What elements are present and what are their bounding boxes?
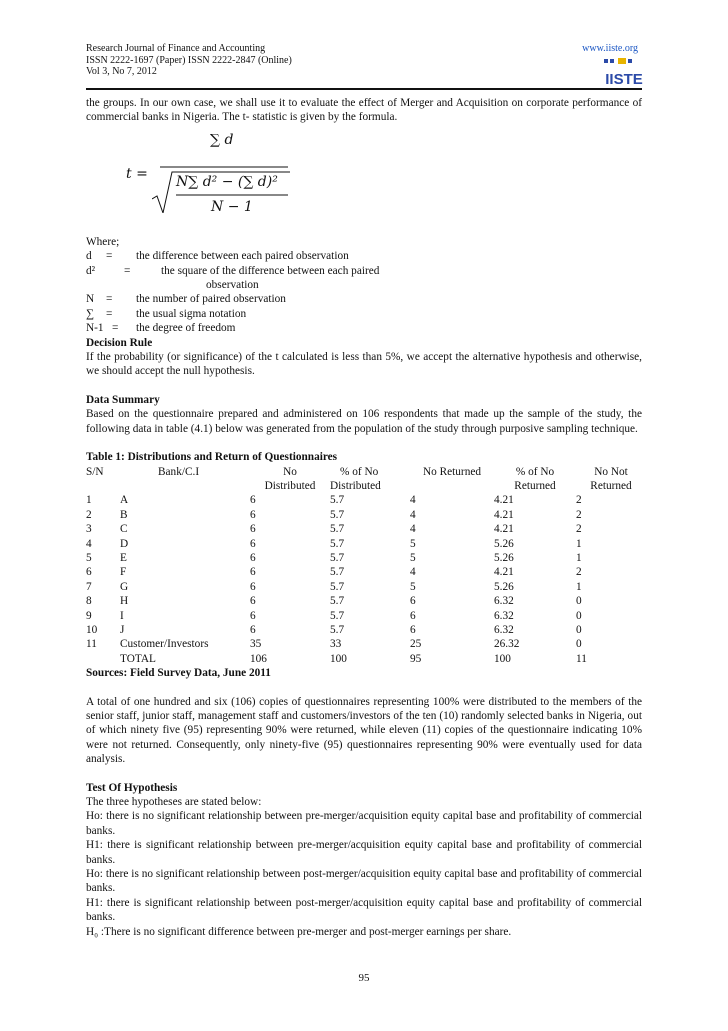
table-cell: E [120, 551, 127, 564]
table-cell: Customer/Investors [120, 638, 209, 651]
table-cell: B [120, 508, 128, 521]
table-row [86, 623, 646, 637]
formula-t: t = [126, 165, 148, 182]
table-cell: TOTAL [120, 652, 156, 665]
column-header: Bank/C.I [158, 465, 200, 478]
iiste-logo [602, 57, 646, 87]
table-cell: 4 [410, 508, 416, 521]
table-cell: 1 [576, 537, 582, 550]
column-header: No Distributed [264, 465, 316, 492]
table-cell: 0 [576, 595, 582, 608]
table-cell: 6 [250, 609, 256, 622]
data-summary-heading: Data Summary [86, 393, 160, 406]
table-cell: 1 [576, 580, 582, 593]
table-cell: 6 [410, 595, 416, 608]
table-cell: H [120, 595, 129, 608]
table-cell: 6 [250, 508, 256, 521]
table-row [86, 609, 646, 623]
table-cell: 6 [250, 537, 256, 550]
table-cell: C [120, 523, 128, 536]
table-cell: 5.7 [330, 494, 345, 507]
table-cell: 5.7 [330, 595, 345, 608]
table-cell: 0 [576, 638, 582, 651]
table-cell: 5.7 [330, 566, 345, 579]
definition-row: observation [206, 279, 259, 292]
table-cell: 6 [410, 609, 416, 622]
table-cell: 4.21 [494, 494, 514, 507]
table-cell: 95 [410, 652, 422, 665]
table-cell: 2 [86, 508, 92, 521]
table-cell: 2 [576, 523, 582, 536]
header-rule [86, 88, 642, 90]
where-label: Where; [86, 235, 120, 248]
hypothesis-item: H1: there is significant relationship between post-merger/acquisition equity capital base and profitability of commercial banks. [86, 896, 642, 924]
questionnaire-table [86, 465, 646, 667]
table-cell: 5.26 [494, 537, 514, 550]
column-header: S/N [86, 465, 104, 478]
hypothesis-item: Ho: there is no significant relationship between post-merger/acquisition equity capital base and profitability of commercial banks. [86, 868, 642, 895]
table-cell: 0 [576, 609, 582, 622]
table-cell: 4.21 [494, 566, 514, 579]
table-row [86, 493, 646, 507]
table-row [86, 580, 646, 594]
table-cell: 6 [250, 494, 256, 507]
table-cell: D [120, 537, 129, 550]
table-cell: 1 [576, 551, 582, 564]
table-cell: 9 [86, 609, 92, 622]
hypothesis-item: H₀ :There is no significant difference between pre-merger and post-merger earnings per share. [86, 925, 512, 938]
table-cell: 26.32 [494, 638, 520, 651]
table-cell: 6 [250, 551, 256, 564]
table-header-row [86, 465, 646, 494]
table-cell: 11 [86, 638, 97, 651]
table-cell: A [120, 494, 129, 507]
hypothesis-heading: Test Of Hypothesis [86, 781, 178, 794]
formula-inner-denominator: N − 1 [211, 198, 253, 215]
table-cell: F [120, 566, 127, 579]
table-cell: 6 [250, 595, 256, 608]
column-header: No Returned [422, 465, 482, 478]
table-cell: 25 [410, 638, 422, 651]
table-cell [86, 652, 118, 666]
table-cell: 1 [86, 494, 92, 507]
table-cell: 4 [410, 523, 416, 536]
definition-row: ∑ = the usual sigma notation [86, 307, 247, 320]
table-cell: 5 [410, 537, 416, 550]
definition-row: d² = the square of the difference between each paired [86, 264, 380, 277]
table-row [86, 637, 646, 651]
table-cell: 6.32 [494, 609, 514, 622]
decision-rule-heading: Decision Rule [86, 336, 153, 349]
table-row [86, 652, 646, 666]
table-cell: 7 [86, 580, 92, 593]
table-cell: 0 [576, 623, 582, 636]
table-cell: 10 [86, 623, 98, 636]
table-cell: 5 [410, 580, 416, 593]
table-cell: 5.7 [330, 537, 345, 550]
data-summary-text: Based on the questionnaire prepared and administered on 106 respondents that made up the sample of the study, the following data in table (4.1) below was generated from the population of the study through purposive sampling technique. [86, 408, 642, 435]
column-header: % of No Returned [514, 465, 556, 492]
table-cell: 2 [576, 494, 582, 507]
logo-text: IISTE [605, 71, 643, 87]
table-row [86, 551, 646, 565]
table-cell: 6 [250, 523, 256, 536]
table-cell: J [120, 623, 125, 636]
decision-rule-text: If the probability (or significance) of the t calculated is less than 5%, we accept the alternative hypothesis and otherwise, we should accept the null hypothesis. [86, 351, 642, 378]
table-row [86, 594, 646, 608]
table-cell: 6.32 [494, 595, 514, 608]
hypothesis-item: H1: there is significant relationship between pre-merger/acquisition equity capital base and profitability of commercial banks. [86, 839, 642, 866]
table-cell: I [120, 609, 124, 622]
table-row [86, 565, 646, 579]
table-cell: 3 [86, 523, 92, 536]
column-header: % of No Distributed [330, 465, 381, 492]
page-number: 95 [358, 972, 370, 984]
table-cell: 6 [86, 566, 92, 579]
definition-row: d = the difference between each paired observation [86, 250, 349, 263]
table-cell: 4.21 [494, 508, 514, 521]
formula-numerator: ∑ d [210, 131, 234, 148]
table-cell: 35 [250, 638, 262, 651]
table-cell: 11 [576, 652, 587, 665]
table-cell: 4 [410, 566, 416, 579]
journal-url[interactable]: www.iiste.org [582, 43, 638, 54]
table-cell: 2 [576, 566, 582, 579]
t-statistic-formula [86, 125, 642, 221]
table-cell: 5.7 [330, 523, 345, 536]
table-cell: 5.7 [330, 609, 345, 622]
table-cell: 6 [250, 623, 256, 636]
table-row [86, 522, 646, 536]
column-header: No Not Returned [590, 465, 632, 492]
table-cell: 5.7 [330, 580, 345, 593]
summary-paragraph: A total of one hundred and six (106) copies of questionnaires representing 100% were distributed to the members of the senior staff, junior staff, management staff and customers/investors of the ten (10) randomly selected banks in Nigeria, out of which ninety five (95) representing 90% were returned, while eleven (11) copies of the questionnaire indicating 10% were not returned. Consequently, only ninety-five (95) questionnaires representing 90% were eventually used for data analysis. [86, 695, 642, 766]
table-cell: 5 [410, 551, 416, 564]
hypothesis-intro: The three hypotheses are stated below: [86, 796, 262, 809]
table-cell: 4.21 [494, 523, 514, 536]
journal-volume: Vol 3, No 7, 2012 [86, 66, 157, 77]
intro-paragraph: the groups. In our own case, we shall use it to evaluate the effect of Merger and Acquisition on corporate performance of commercial banks in Nigeria. The t- statistic is given by the formula. [86, 97, 642, 124]
table-cell: 106 [250, 652, 267, 665]
table-cell: 4 [86, 537, 92, 550]
table-cell: 2 [576, 508, 582, 521]
formula-inner-numerator: N∑ d² − (∑ d)² [176, 173, 278, 190]
table-cell: 5.7 [330, 508, 345, 521]
table-cell: 100 [330, 652, 347, 665]
journal-header [86, 43, 292, 78]
table-cell: 5.26 [494, 580, 514, 593]
journal-title: Research Journal of Finance and Accounting [86, 43, 266, 54]
table-cell: 8 [86, 595, 92, 608]
table-cell: 100 [494, 652, 511, 665]
definitions-list [86, 249, 642, 335]
table-row [86, 537, 646, 551]
table-cell: 6 [250, 566, 256, 579]
table-cell: 6.32 [494, 623, 514, 636]
table-caption: Table 1: Distributions and Return of Questionnaires [86, 451, 338, 464]
definition-row: N = the number of paired observation [86, 293, 286, 306]
table-cell: 6 [410, 623, 416, 636]
table-cell: 6 [250, 580, 256, 593]
table-cell: 4 [410, 494, 416, 507]
table-cell: 5.26 [494, 551, 514, 564]
table-cell: 5.7 [330, 551, 345, 564]
table-row [86, 508, 646, 522]
journal-issn: ISSN 2222-1697 (Paper) ISSN 2222-2847 (Online) [86, 54, 292, 66]
hypothesis-item: Ho: there is no significant relationship between pre-merger/acquisition equity capital base and profitability of commercial banks. [86, 810, 642, 837]
table-cell: 33 [330, 638, 342, 651]
table-cell: 5.7 [330, 623, 345, 636]
definition-row: N-1 = the degree of freedom [86, 322, 236, 335]
table-body [86, 493, 646, 666]
page-body [86, 96, 642, 939]
table-source: Sources: Field Survey Data, June 2011 [86, 667, 271, 680]
table-cell: 5 [86, 551, 92, 564]
table-cell: G [120, 580, 129, 593]
